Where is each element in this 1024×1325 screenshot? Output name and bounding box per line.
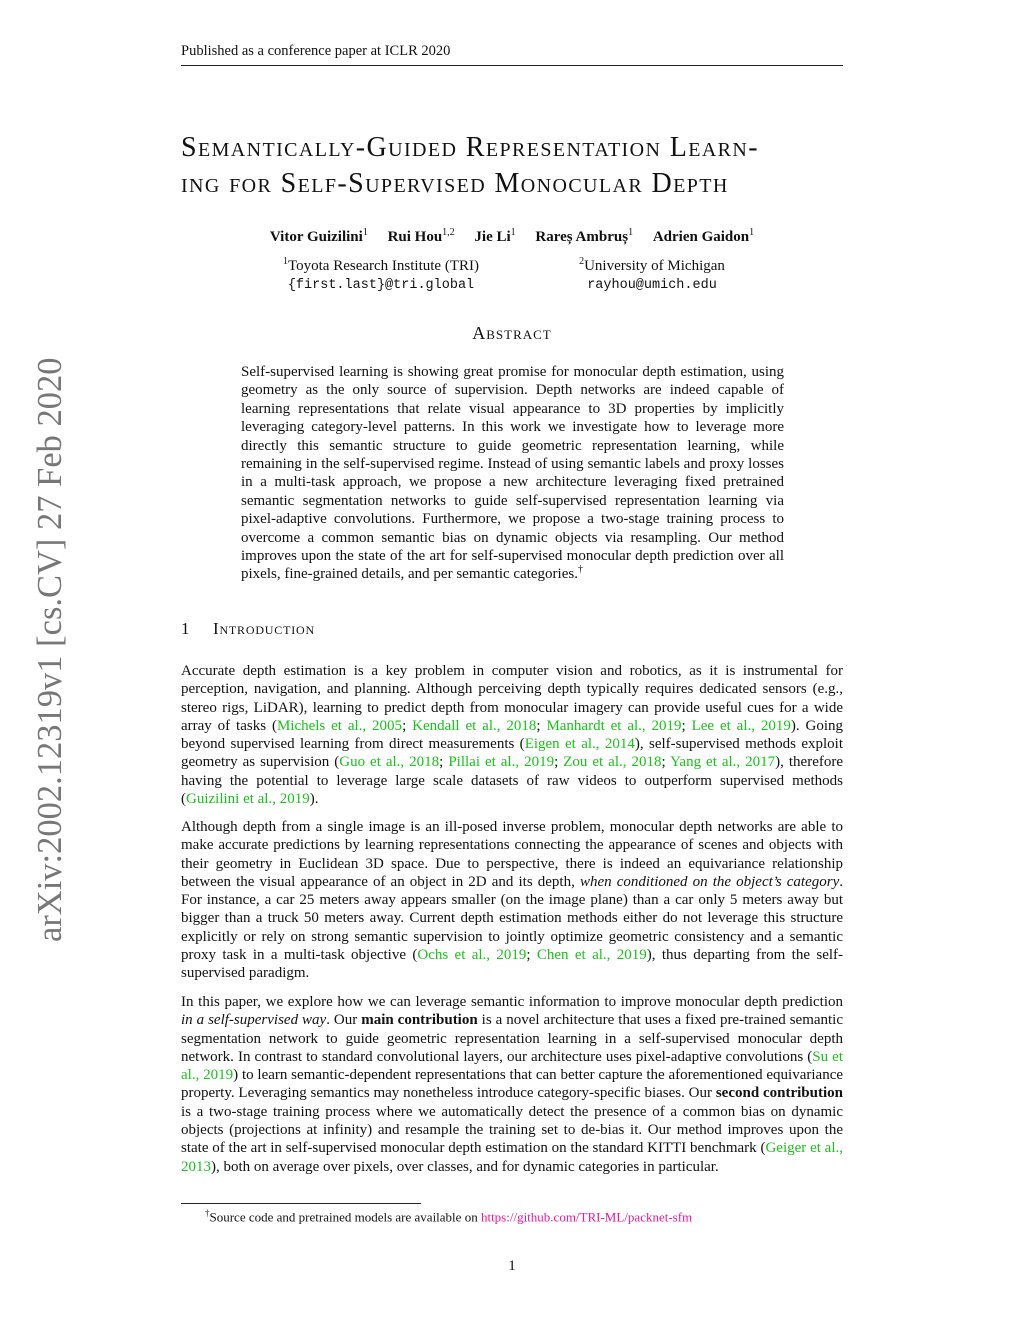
page-number: 1	[508, 1258, 516, 1274]
author-list	[181, 227, 843, 246]
header-rule	[181, 65, 843, 66]
citation[interactable]: Guizilini et al., 2019	[186, 791, 310, 808]
citation[interactable]: Manhardt et al., 2019	[546, 717, 682, 734]
affiliation-umich: $^2$University of Michigan rayhou@umich.edu	[537, 252, 767, 295]
citation[interactable]: Guo et al., 2018	[339, 754, 440, 771]
affiliation-tri: $^1$Toyota Research Institute (TRI) {first.last}@tri.global	[261, 252, 501, 295]
title-line-1: Semantically-Guided Representation Learn-	[181, 132, 759, 163]
abstract-body: Self-supervised learning is showing great promise for monocular depth estimation, using geometry as the only source of supervision. Depth networks are indeed capable of learning representations that relate visual appearance to 3D properties by implicitly leveraging category-level patterns. In this work we investigate how to leverage more directly this semantic structure to guide geometric representation learning, while remaining in the self-supervised regime. Instead of using semantic labels and proxy losses in a multi-task approach, we propose a new architecture leveraging fixed pretrained semantic segmentation networks to guide self-supervised representation learning via pixel-adaptive convolutions. Furthermore, we propose a two-stage training process to overcome a common semantic bias on dynamic objects via resampling. Our method improves upon the state of the art for self-supervised monocular depth prediction over all pixels, fine-grained details, and per semantic categories.†	[241, 364, 784, 583]
intro-paragraph-2: Although depth from a single image is an ill-posed inverse problem, monocular depth networks are able to make accurate predictions by learning representations connecting the appearance of scenes and objects with their geometry in Euclidean 3D space. Due to perspective, there is indeed an equivariance relationship between the visual appearance of an object in 2D and its depth, when conditioned on the object’s category. For instance, a car 25 meters away appears smaller (on the image plane) than a car only 5 meters away but bigger than a truck 50 meters away. Current depth estimation methods either do not leverage this structure explicitly or rely on strong semantic supervision to jointly optimize geometric consistency and a semantic proxy task in a multi-task objective (Ochs et al., 2019; Chen et al., 2019), thus departing from the self-supervised paradigm.	[181, 819, 844, 982]
author: Vitor Guizilini$^1$	[269, 227, 368, 245]
footnote-mark[interactable]: †	[577, 564, 583, 576]
citation[interactable]: Pillai et al., 2019	[448, 754, 555, 771]
citation[interactable]: Lee et al., 2019	[691, 717, 791, 734]
abstract-heading: Abstract	[472, 323, 552, 343]
author: Rui Hou$^{1,2}$	[387, 227, 455, 245]
email-umich[interactable]: rayhou@umich.edu	[587, 278, 717, 293]
author: Rareș Ambruș$^1$	[535, 227, 634, 245]
citation[interactable]: Eigen et al., 2014	[524, 736, 635, 753]
email-tri[interactable]: {first.last}@tri.global	[287, 278, 475, 293]
citation[interactable]: Michels et al., 2005	[276, 717, 403, 734]
github-link[interactable]: https://github.com/TRI-ML/packnet-sfm	[480, 1209, 693, 1225]
citation[interactable]: Geiger et al., 2013	[181, 1140, 843, 1175]
citation[interactable]: Kendall et al., 2018	[412, 717, 537, 734]
arxiv-identifier: arXiv:2002.12319v1 [cs.CV] 27 Feb 2020	[31, 357, 69, 942]
citation[interactable]: Su et al., 2019	[181, 1048, 843, 1084]
paper-title	[181, 130, 851, 202]
footnote-rule	[181, 1203, 421, 1204]
running-header: Published as a conference paper at ICLR 2020	[181, 43, 451, 59]
title-line-2: ing for Self-Supervised Monocular Depth	[181, 168, 729, 199]
footnote: †Source code and pretrained models are available on https://github.com/TRI-ML/packnet-sfm	[205, 1208, 693, 1225]
author: Adrien Gaidon$^1$	[652, 227, 755, 245]
citation[interactable]: Yang et al., 2017	[670, 754, 776, 771]
author: Jie Li$^1$	[474, 227, 516, 245]
intro-paragraph-3: In this paper, we explore how we can leverage semantic information to improve monocular depth prediction in a self-supervised way. Our main contribution is a novel architecture that uses a fixed pre-trained semantic segmentation network to guide geometric representation learning in a self-supervised monocular depth network. In contrast to standard convolutional layers, our architecture uses pixel-adaptive convolutions (Su et al., 2019) to learn semantic-dependent representations that can better capture the aforementioned equivariance property. Leveraging semantics may nonetheless introduce category-specific biases. Our second contribution is a two-stage training process where we automatically detect the presence of a common bias on dynamic objects (projections at infinity) and resample the training set to de-bias it. Our method improves upon the state of the art in self-supervised monocular depth estimation on the standard KITTI benchmark (Geiger et al., 2013), both on average over pixels, over classes, and for dynamic categories in particular.	[181, 994, 844, 1175]
citation[interactable]: Zou et al., 2018	[563, 754, 662, 771]
section-heading: 1 Introduction	[181, 619, 315, 638]
citation[interactable]: Ochs et al., 2019	[417, 947, 527, 964]
intro-paragraph-1: Accurate depth estimation is a key problem in computer vision and robotics, as it is instrumental for perception, navigation, and planning. Although perceiving depth typically requires dedicated sensors (e.g., stereo rigs, LiDAR), learning to predict depth from monocular imagery can provide useful cues for a wide array of tasks (Michels et al., 2005; Kendall et al., 2018; Manhardt et al., 2019; Lee et al., 2019). Going beyond supervised learning from direct measurements (Eigen et al., 2014), self-supervised methods exploit geometry as supervision (Guo et al., 2018; Pillai et al., 2019; Zou et al., 2018; Yang et al., 2017), therefore having the potential to leverage large scale datasets of raw videos to outperform supervised methods (Guizilini et al., 2019).	[181, 663, 844, 808]
citation[interactable]: Chen et al., 2019	[536, 947, 647, 964]
